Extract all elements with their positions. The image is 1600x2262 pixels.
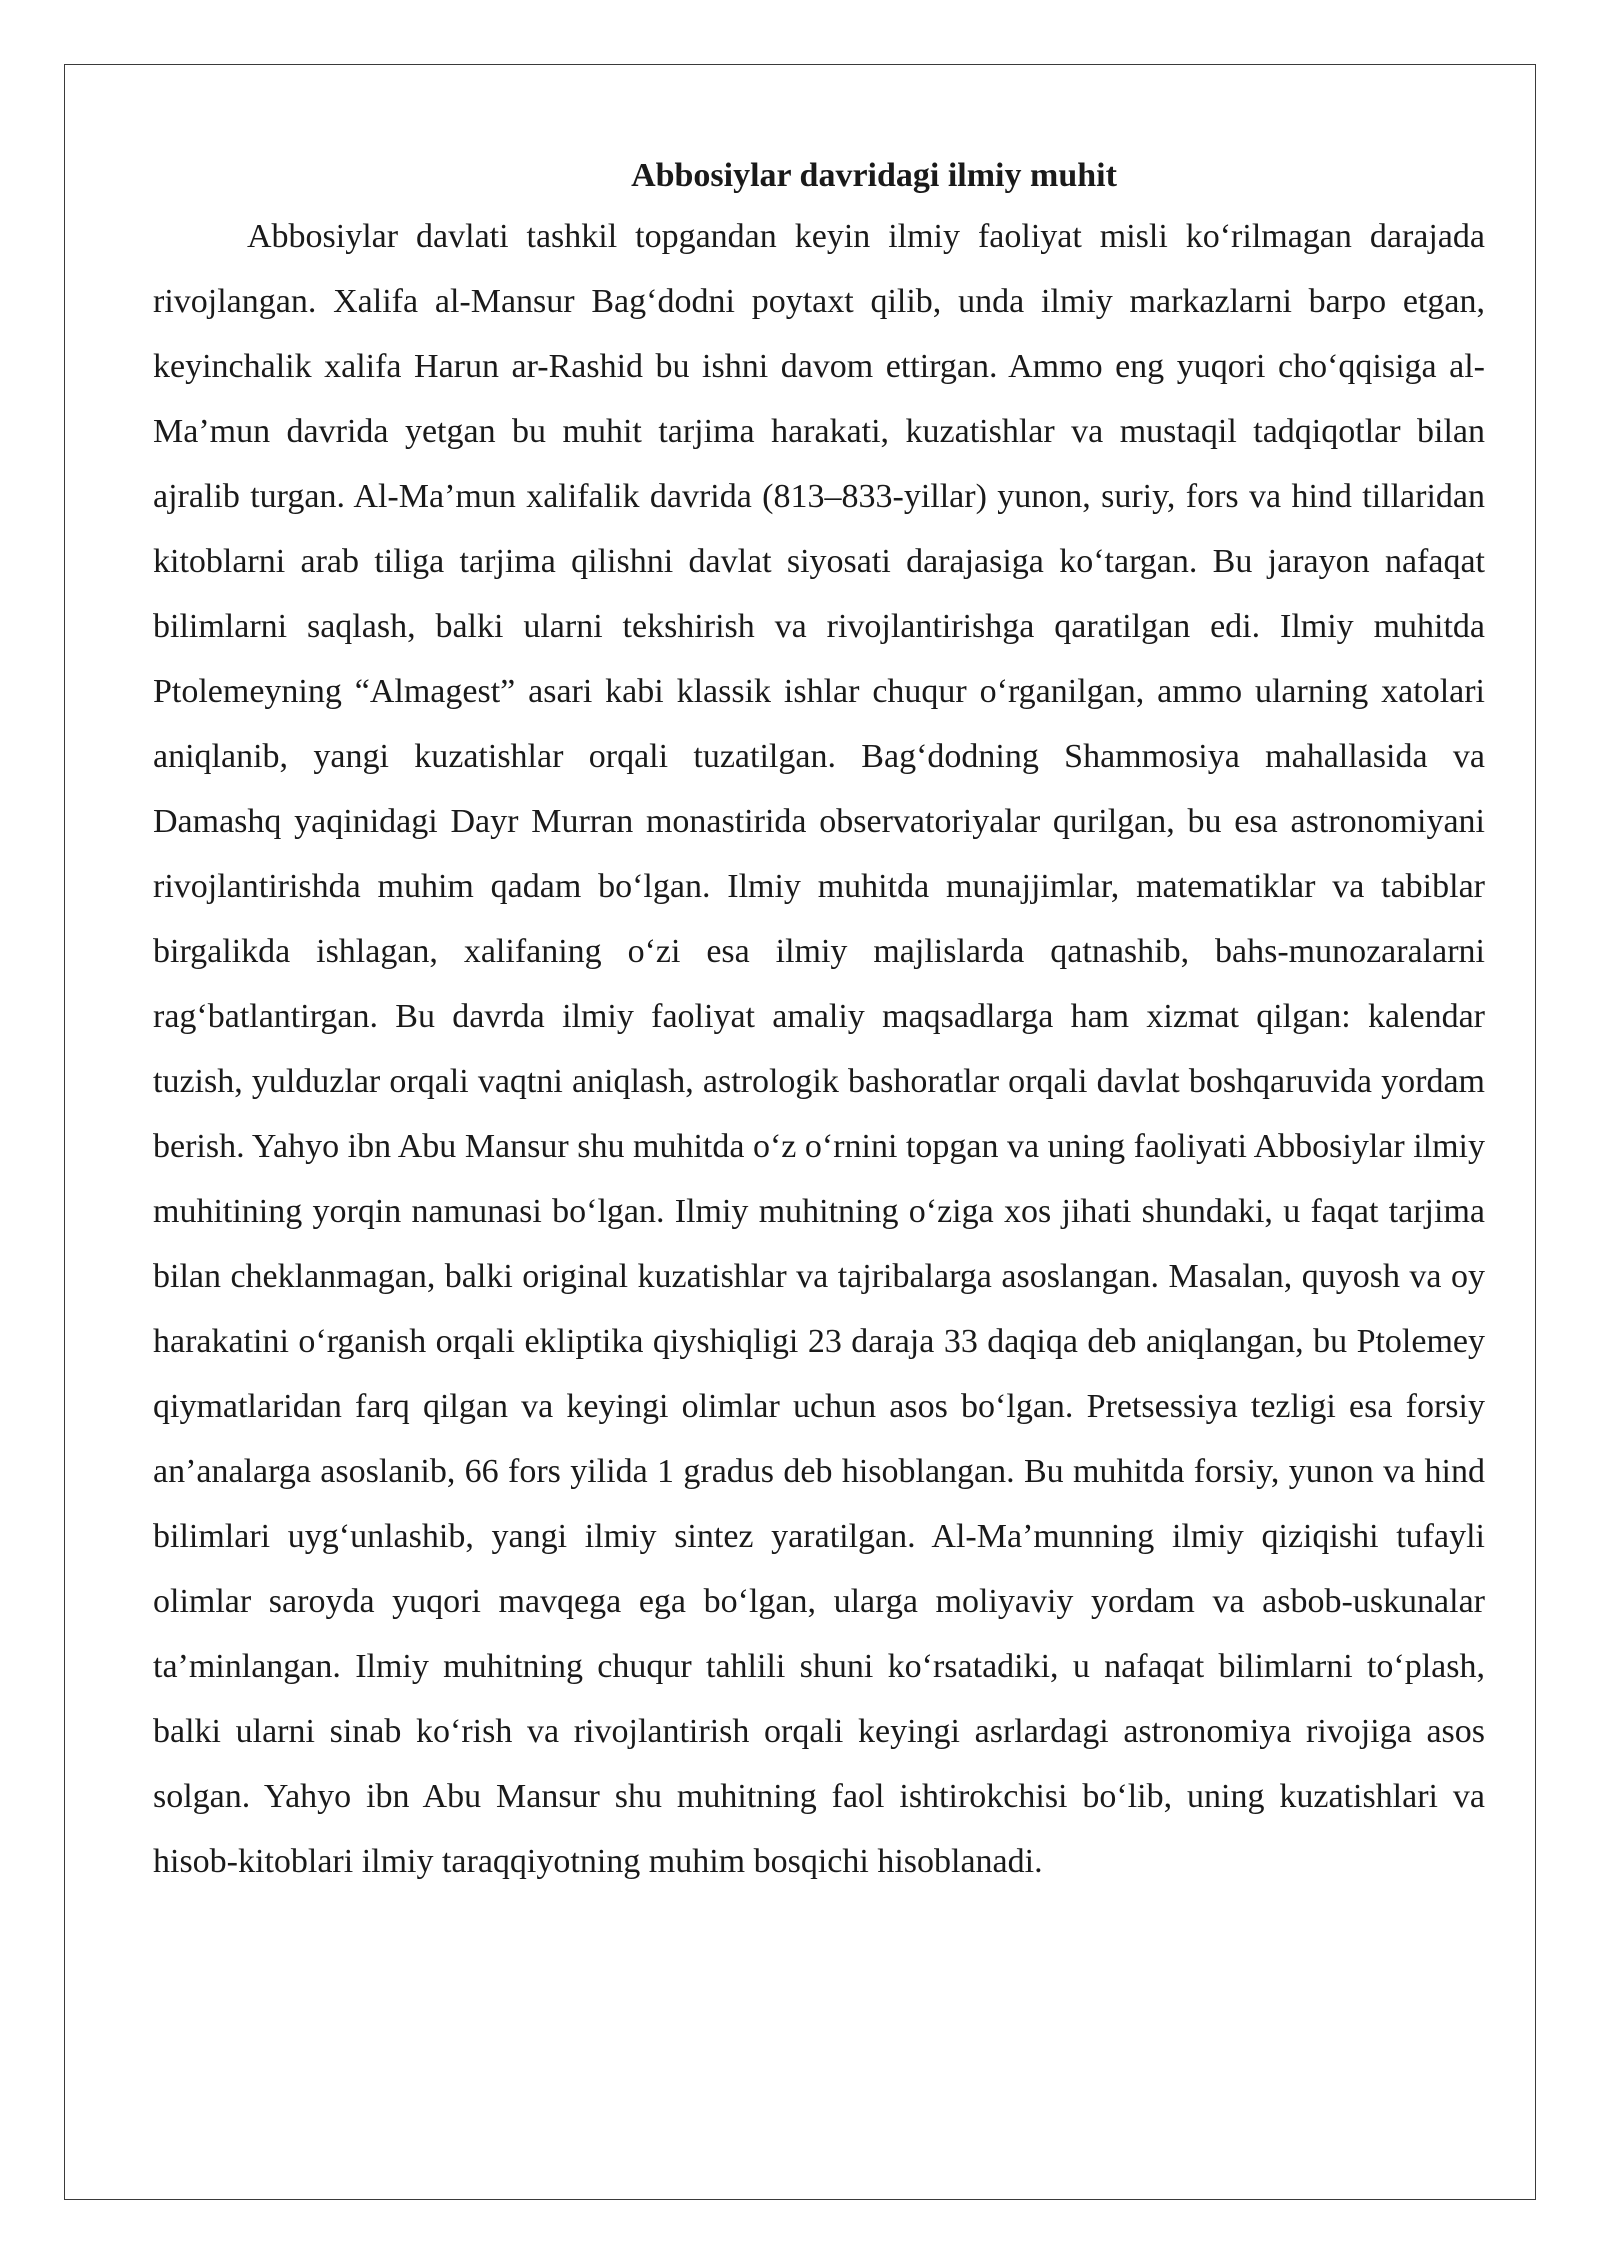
document-content — [153, 148, 1485, 1894]
document-title: Abbosiylar davridagi ilmiy muhit — [631, 157, 1117, 194]
body-paragraph: Abbosiylar davlati tashkil topgandan keyin ilmiy faoliyat misli ko‘rilmagan darajada rivojlangan. Xalifa al-Mansur Bag‘dodni poytaxt qilib, unda ilmiy markazlarni barpo etgan, keyinchalik xalifa Harun ar-Rashid bu ishni davom ettirgan. Ammo eng yuqori cho‘qqisiga al-Ma’mun davrida yetgan bu muhit tarjima harakati, kuzatishlar va mustaqil tadqiqotlar bilan ajralib turgan. Al-Ma’mun xalifalik davrida (813–833-yillar) yunon, suriy, fors va hind tillaridan kitoblarni arab tiliga tarjima qilishni davlat siyosati darajasiga ko‘targan. Bu jarayon nafaqat bilimlarni saqlash, balki ularni tekshirish va rivojlantirishga qaratilgan edi. Ilmiy muhitda Ptolemeyning “Almagest” asari kabi klassik ishlar chuqur o‘rganilgan, ammo ularning xatolari aniqlanib, yangi kuzatishlar orqali tuzatilgan. Bag‘dodning Shammosiya mahallasida va Damashq yaqinidagi Dayr Murran monastirida observatoriyalar qurilgan, bu esa astronomiyani rivojlantirishda muhim qadam bo‘lgan. Ilmiy muhitda munajjimlar, matematiklar va tabiblar birgalikda ishlagan, xalifaning o‘zi esa ilmiy majlislarda qatnashib, bahs-munozaralarni rag‘batlantirgan. Bu davrda ilmiy faoliyat amaliy maqsadlarga ham xizmat qilgan: kalendar tuzish, yulduzlar orqali vaqtni aniqlash, astrologik bashoratlar orqali davlat boshqaruvida yordam berish. Yahyo ibn Abu Mansur shu muhitda o‘z o‘rnini topgan va uning faoliyati Abbosiylar ilmiy muhitining yorqin namunasi bo‘lgan. Ilmiy muhitning o‘ziga xos jihati shundaki, u faqat tarjima bilan cheklanmagan, balki original kuzatishlar va tajribalarga asoslangan. Masalan, quyosh va oy harakatini o‘rganish orqali ekliptika qiyshiqligi 23 daraja 33 daqiqa deb aniqlangan, bu Ptolemey qiymatlaridan farq qilgan va keyingi olimlar uchun asos bo‘lgan. Pretsessiya tezligi esa forsiy an’analarga asoslanib, 66 fors yilida 1 gradus deb hisoblangan. Bu muhitda forsiy, yunon va hind bilimlari uyg‘unlashib, yangi ilmiy sintez yaratilgan. Al-Ma’munning ilmiy qiziqishi tufayli olimlar saroyda yuqori mavqega ega bo‘lgan, ularga moliyaviy yordam va asbob-uskunalar ta’minlangan. Ilmiy muhitning chuqur tahlili shuni ko‘rsatadiki, u nafaqat bilimlarni to‘plash, balki ularni sinab ko‘rish va rivojlantirish orqali keyingi asrlardagi astronomiya rivojiga asos solgan. Yahyo ibn Abu Mansur shu muhitning faol ishtirokchisi bo‘lib, uning kuzatishlari va hisob-kitoblari ilmiy taraqqiyotning muhim bosqichi hisoblanadi. — [153, 218, 1485, 1880]
